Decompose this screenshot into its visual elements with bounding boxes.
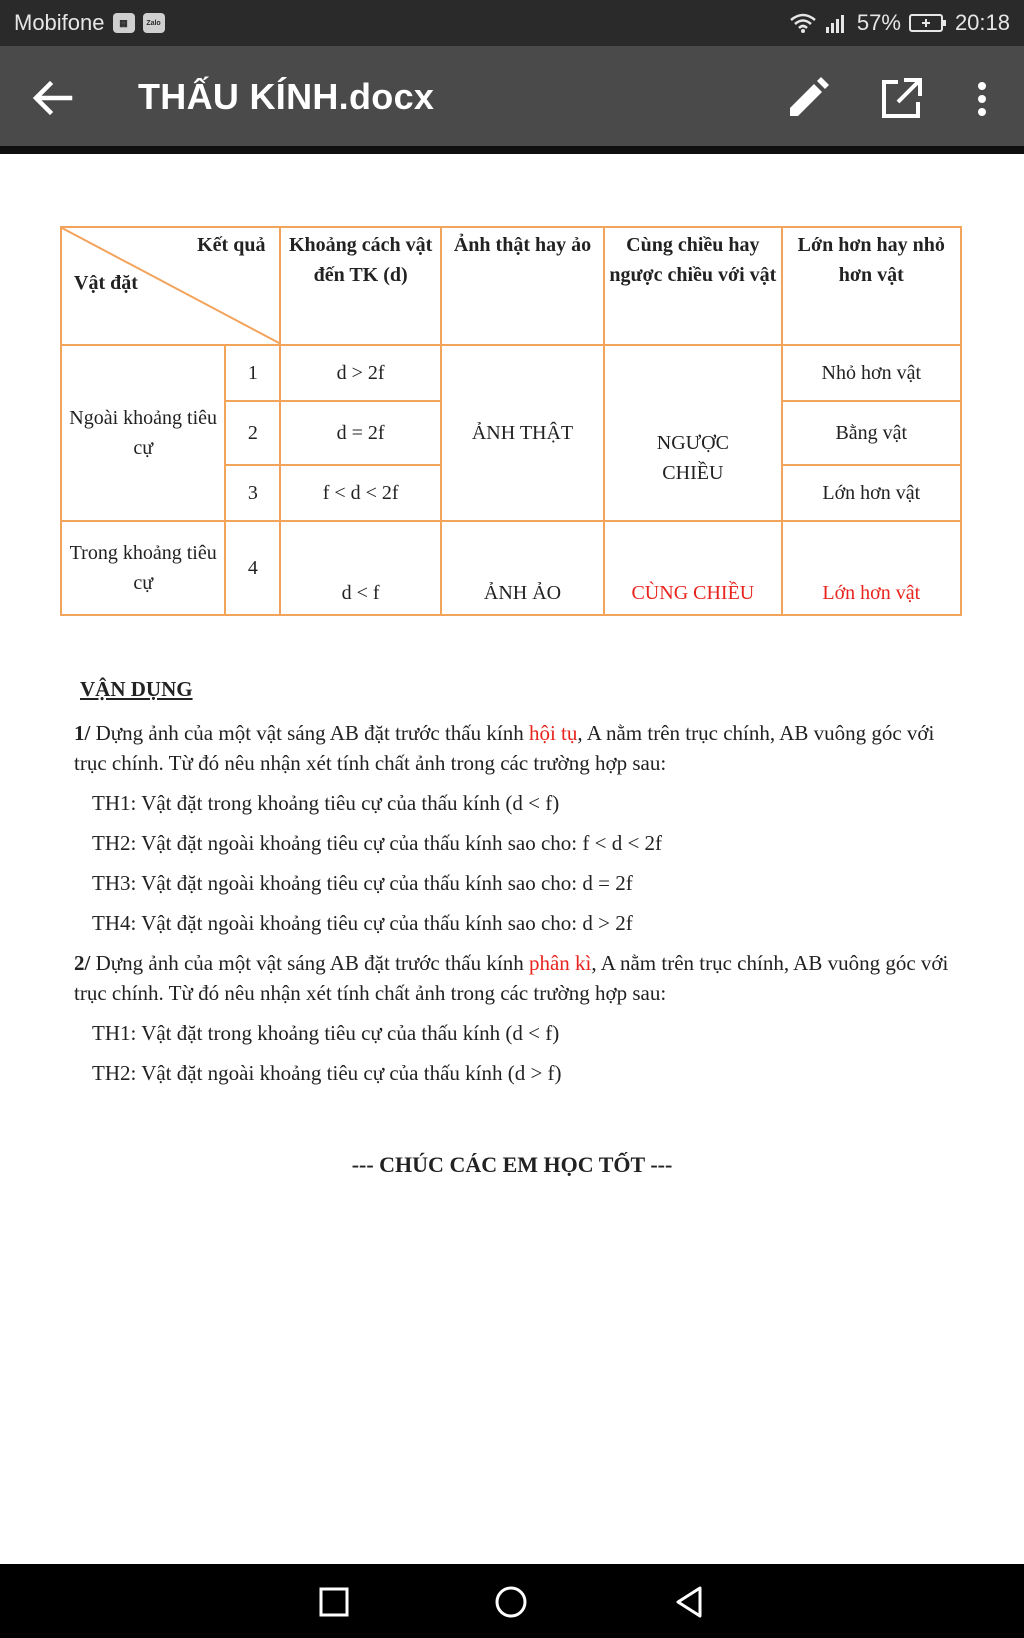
clock: 20:18 — [954, 10, 1010, 35]
zalo-notification-icon: Zalo — [143, 13, 165, 33]
header-vat-dat: Vật đặt — [74, 272, 138, 294]
recent-apps-icon[interactable] — [316, 1584, 352, 1620]
question-text: , A nằm trên trục chính, AB vuông góc với trục chính. Từ đó nêu nhận xét tính chất ảnh trong các trường hợp sau: — [74, 951, 949, 1005]
case-line: TH2: Vật đặt ngoài khoảng tiêu cự của thấu kính sao cho: f < d < 2f — [92, 831, 663, 855]
upright-cell: CÙNG CHIỀU — [604, 521, 781, 615]
inverted-text: NGƯỢC CHIỀU — [656, 432, 729, 484]
row-number: 2 — [225, 401, 280, 465]
home-icon[interactable] — [493, 1584, 529, 1620]
edit-pencil-icon[interactable] — [782, 74, 832, 124]
wifi-icon — [789, 12, 817, 34]
distance-cell: d = 2f — [280, 401, 440, 465]
more-options-icon[interactable] — [962, 74, 1002, 124]
battery-percent: 57% — [856, 10, 901, 35]
question-2 — [74, 948, 954, 1008]
table-row — [61, 521, 961, 615]
lens-results-table — [60, 226, 962, 616]
inverted-cell — [604, 345, 781, 521]
distance-cell: d < f — [280, 521, 440, 615]
app-notification-icon: ▦ — [113, 13, 135, 33]
battery-icon — [909, 12, 947, 34]
closing-message: --- CHÚC CÁC EM HỌC TỐT --- — [351, 1152, 673, 1177]
row-number: 1 — [225, 345, 280, 401]
group-inside-focal: Trong khoảng tiêu cự — [61, 521, 225, 615]
highlight-text: phân kì — [528, 951, 592, 975]
diagonal-header-cell — [61, 227, 280, 345]
question-number: 2/ — [74, 951, 91, 975]
distance-cell: d > 2f — [280, 345, 440, 401]
table-header-row — [61, 227, 961, 345]
header-orientation: Cùng chiều hay ngược chiều với vật — [604, 227, 781, 345]
header-ket-qua: Kết quả — [197, 234, 266, 256]
question-number: 1/ — [74, 721, 91, 745]
question-text: Dựng ảnh của một vật sáng AB đặt trước thấu kính — [90, 951, 529, 975]
case-line: TH2: Vật đặt ngoài khoảng tiêu cự của thấu kính (d > f) — [92, 1061, 562, 1085]
group-outside-focal: Ngoài khoảng tiêu cự — [61, 345, 225, 521]
system-nav-bar — [0, 1564, 1024, 1638]
signal-icon — [825, 12, 849, 34]
back-arrow-icon[interactable] — [28, 76, 78, 120]
table-row — [61, 345, 961, 401]
size-cell: Lớn hơn vật — [782, 465, 961, 521]
virtual-image-cell: ẢNH ẢO — [441, 521, 604, 615]
case-line: TH4: Vật đặt ngoài khoảng tiêu cự của thấu kính sao cho: d > 2f — [92, 911, 633, 935]
question-text: , A nằm trên trục chính, AB vuông góc với trục chính. Từ đó nêu nhận xét tính chất ảnh trong các trường hợp sau: — [74, 721, 935, 775]
case-line: TH1: Vật đặt trong khoảng tiêu cự của thấu kính (d < f) — [92, 791, 560, 815]
status-bar — [0, 0, 1024, 46]
header-distance: Khoảng cách vật đến TK (d) — [280, 227, 440, 345]
app-toolbar — [0, 46, 1024, 154]
application-section — [74, 674, 954, 1088]
real-image-cell: ẢNH THẬT — [441, 345, 604, 521]
size-cell: Bằng vật — [782, 401, 961, 465]
highlight-text: hội tụ — [528, 721, 578, 745]
carrier-name: Mobifone — [14, 10, 105, 35]
size-cell: Lớn hơn vật — [782, 521, 961, 615]
case-line: TH3: Vật đặt ngoài khoảng tiêu cự của thấu kính sao cho: d = 2f — [92, 871, 633, 895]
toolbar-shadow — [0, 146, 1024, 154]
row-number: 3 — [225, 465, 280, 521]
document-title: THẤU KÍNH.docx — [138, 76, 435, 117]
question-text: Dựng ảnh của một vật sáng AB đặt trước thấu kính — [90, 721, 529, 745]
case-line: TH1: Vật đặt trong khoảng tiêu cự của thấu kính (d < f) — [92, 1021, 560, 1045]
size-cell: Nhỏ hơn vật — [782, 345, 961, 401]
back-triangle-icon[interactable] — [672, 1584, 708, 1620]
question-1 — [74, 718, 954, 778]
header-size: Lớn hơn hay nhỏ hơn vật — [782, 227, 961, 345]
document-page — [0, 154, 1024, 1564]
distance-cell: f < d < 2f — [280, 465, 440, 521]
open-external-icon[interactable] — [876, 74, 926, 124]
section-heading: VẬN DỤNG — [80, 677, 193, 701]
row-number: 4 — [225, 521, 280, 615]
header-real-virtual: Ảnh thật hay ảo — [441, 227, 604, 345]
